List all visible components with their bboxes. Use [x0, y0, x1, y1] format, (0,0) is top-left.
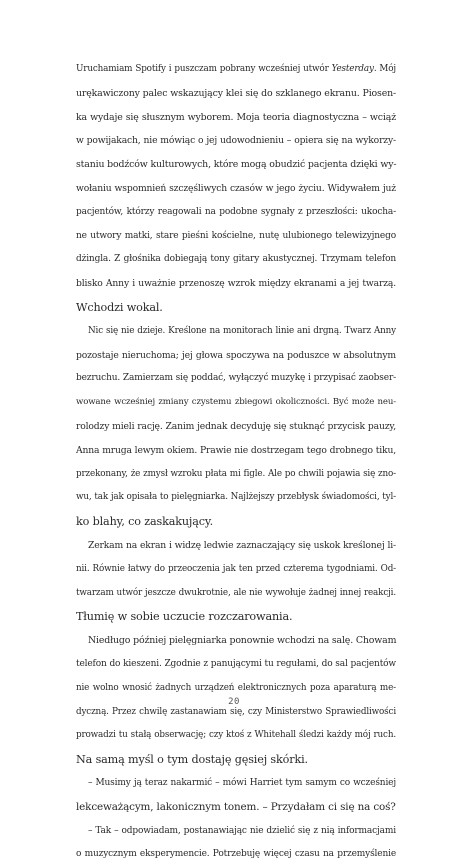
text-line: twarzam utwór jeszcze dwukrotnie, ale nie wywołuje żadnej innej reakcji. — [76, 587, 396, 598]
text-line: Uruchamiam Spotify i puszczam pobrany wcześniej utwór Yesterday. Mój — [76, 64, 397, 74]
text-line: – Musimy ją teraz nakarmić – mówi Harriet tym samym co wcześniej — [88, 777, 396, 788]
text-line: Na samą myśl o tym dostaję gęsiej skórki. — [76, 753, 308, 767]
text-line: dyczną. Przez chwilę zastanawiam się, czy Ministerstwo Sprawiedliwości — [76, 706, 396, 717]
text-line: pacjentów, którzy reagowali na podobne sygnały z przeszłości: ukocha- — [76, 206, 396, 217]
text-line: lekceważącym, lakonicznym tonem. – Przydałam ci się na coś? — [76, 800, 396, 813]
text-line: nii. Równie łatwy do przeoczenia jak ten przed czterema tygodniami. Od- — [76, 563, 396, 574]
text-line: ne utwory matki, stare pieśni kościelne, nutę ulubionego telewizyjnego — [76, 230, 396, 241]
text-line: pozostaje nieruchoma; jej głowa spoczywa na poduszce w absolutnym — [76, 349, 396, 361]
page-number: 20 — [228, 697, 240, 707]
text-line: telefon do kieszeni. Zgodnie z panującymi tu regułami, do sal pacjentów — [76, 658, 396, 669]
text-line: Wchodzi wokal. — [76, 300, 163, 314]
text-line: Zerkam na ekran i widzę ledwie zaznaczający się uskok kreślonej li- — [88, 539, 396, 551]
text-line: przekonany, że zmysł wzroku płata mi figle. Ale po chwili pojawia się zno- — [76, 468, 396, 479]
text-line: o muzycznym eksperymencie. Potrzebuję więcej czasu na przemyślenie — [76, 849, 396, 860]
text-line: wołaniu wspomnień szczęśliwych czasów w jego życiu. Widywałem już — [76, 182, 396, 194]
text-line: wowane wcześniej zmiany czystemu zbiegowi okoliczności. Być może neu- — [76, 397, 396, 408]
text-line: blisko Anny i uważnie przenoszę wzrok między ekranami a jej twarzą. — [76, 278, 396, 290]
text-line: – Tak – odpowiadam, postanawiając nie dzielić się z nią informacjami — [88, 825, 396, 836]
song-title: Yesterday — [331, 64, 374, 74]
text-line: Nic się nie dzieje. Kreślone na monitorach linie ani drgną. Twarz Anny — [88, 325, 396, 336]
text-line: w powijakach, nie mówiąc o jej udowodnieniu – opiera się na wykorzy- — [76, 135, 396, 147]
text-line: prowadzi tu stałą obserwację; czy ktoś z Whitehall śledzi każdy mój ruch. — [76, 730, 396, 741]
text-line: staniu bodźców kulturowych, które mogą obudzić pacjenta dzięki wy- — [76, 159, 397, 171]
text-line: Niedługo później pielęgniarka ponownie wchodzi na salę. Chowam — [88, 635, 397, 647]
text-line: ko blahy, co zaskakujący. — [76, 515, 213, 529]
text-line: ka wydaje się słusznym wyborem. Moja teoria diagnostyczna – wciąż — [76, 111, 396, 123]
text-line: Tłumię w sobie uczucie rozczarowania. — [76, 610, 293, 624]
text-line: nie wolno wnosić żadnych urządzeń elektronicznych poza aparaturą me- — [76, 682, 396, 693]
text-line: bezruchu. Zamierzam się poddać, wyłączyć muzykę i przypisać zaobser- — [76, 373, 396, 384]
text-line: Anna mruga lewym okiem. Prawie nie dostrzegam tego drobnego tiku, — [76, 444, 396, 456]
text-line: urękawiczony palec wskazujący klei się do szklanego ekranu. Piosen- — [76, 87, 396, 99]
text-line: wu, tak jak opisała to pielęgniarka. Najlżejszy przebłysk świadomości, tyl- — [76, 492, 396, 503]
text-line: rolodzy mieli rację. Zanim jednak decyduję się stuknąć przycisk pauzy, — [76, 420, 396, 432]
body-text — [76, 58, 396, 867]
text-line: dżingla. Z głośnika dobiegają tony gitary akustycznej. Trzymam telefon — [76, 254, 396, 265]
